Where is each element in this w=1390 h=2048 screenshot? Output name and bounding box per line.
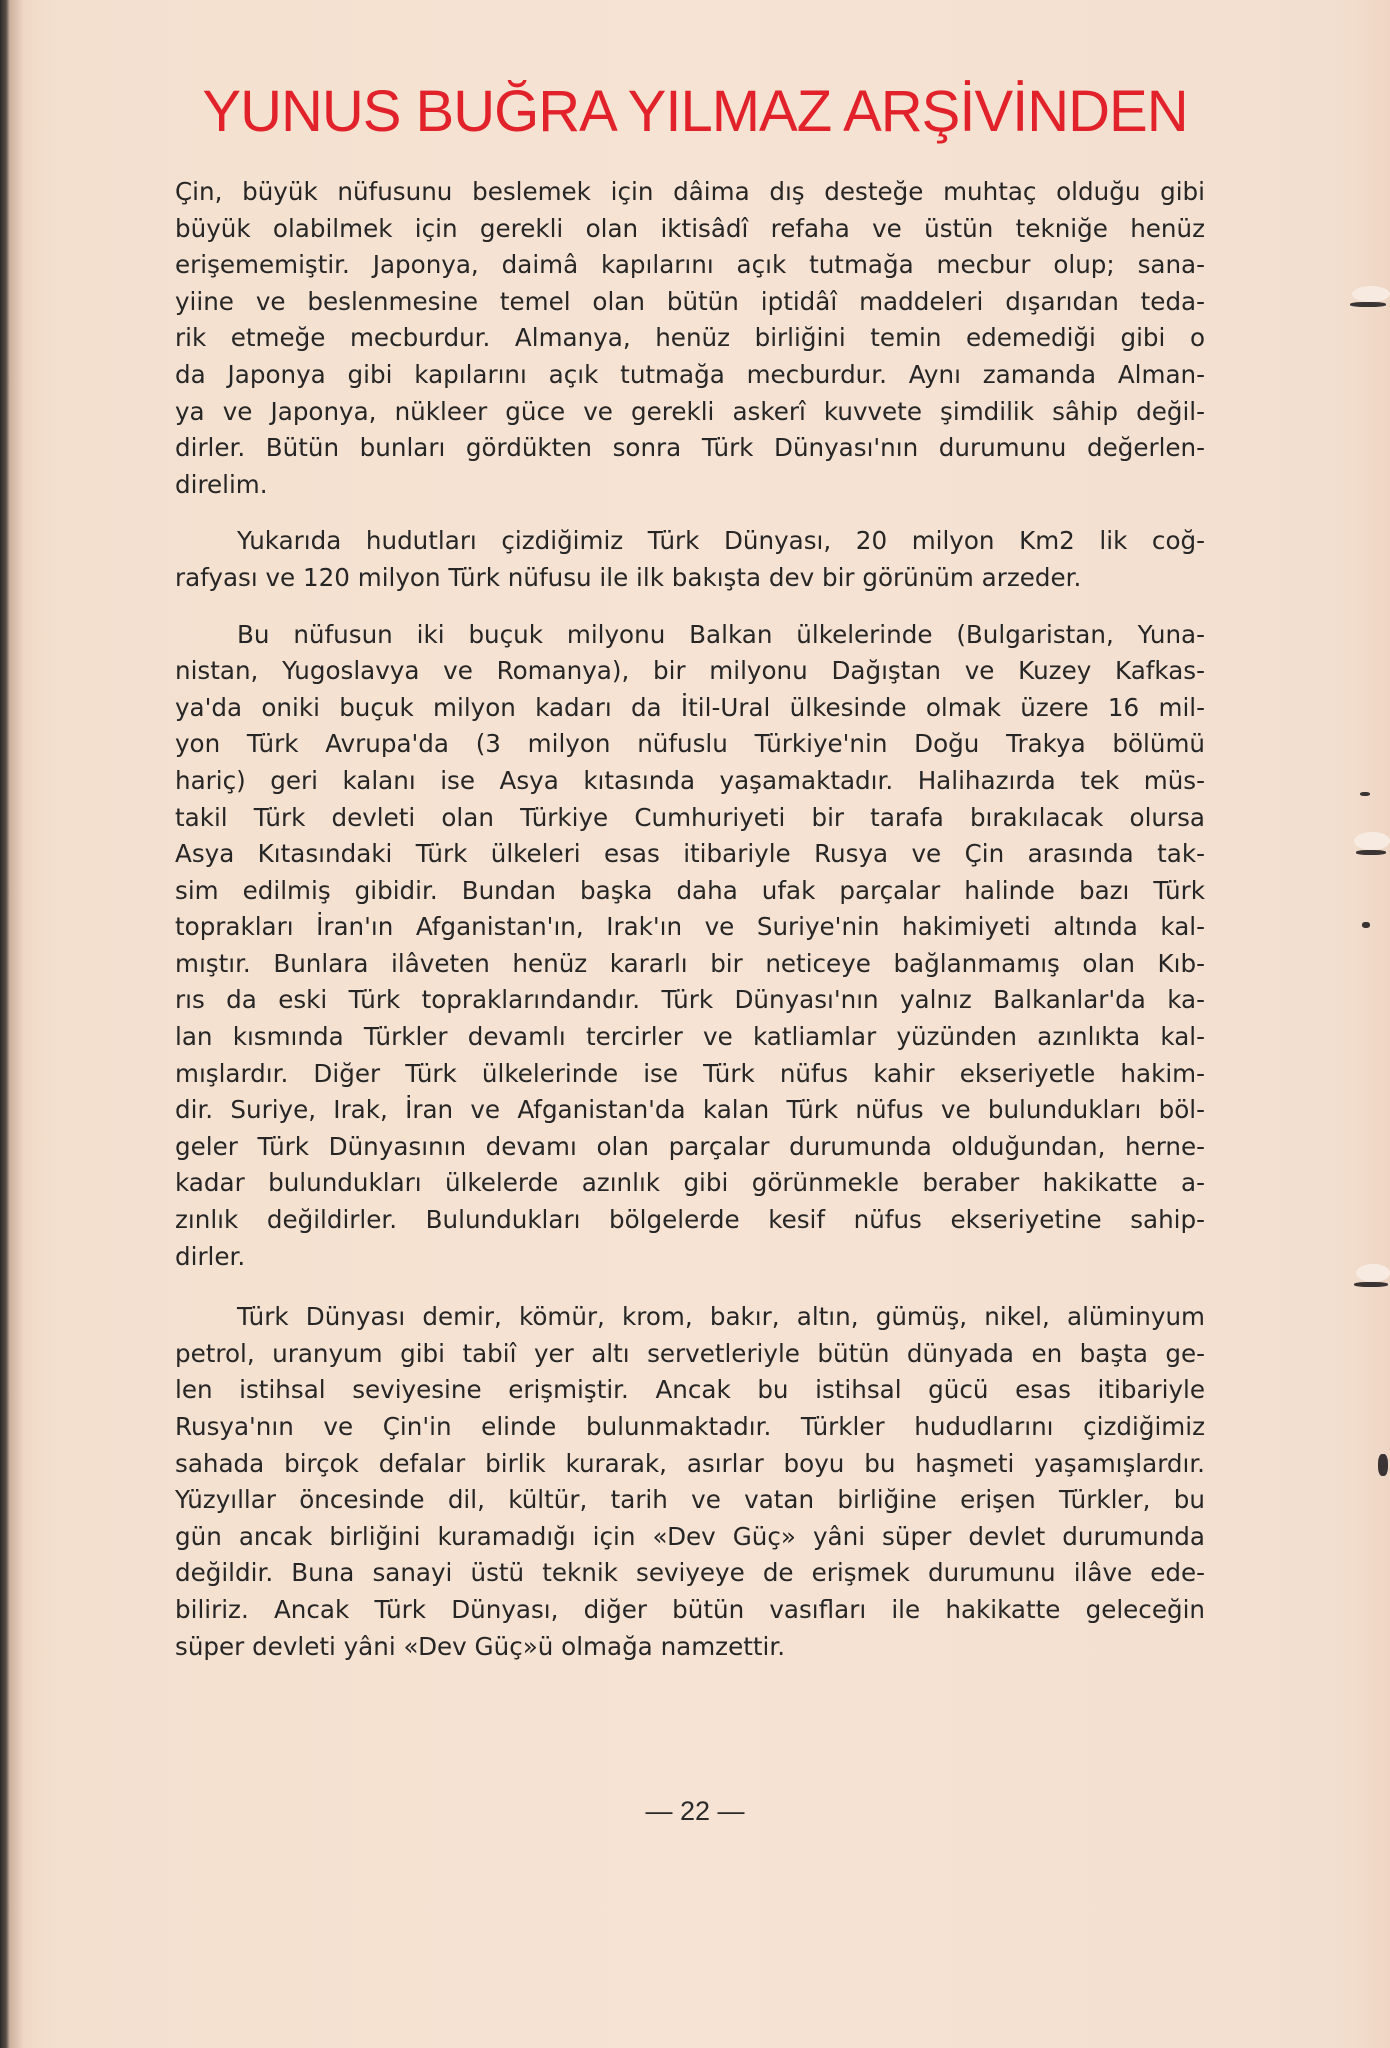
text-line: direlim. [175,469,268,499]
text-line: dirler. [175,1241,246,1271]
text-line: hariç) geri kalanı ise Asya kıtasında yaşamaktadır. Halihazırda tek müs- [175,765,1205,795]
text-line: mıştır. Bunlara ilâveten henüz kararlı bir neticeye bağlanmamış olan Kıb- [175,948,1205,978]
text-line: len istihsal seviyesine erişmiştir. Ancak bu istihsal gücü esas itibariyle [175,1375,1205,1405]
paragraph-2 [175,523,1205,596]
text-line: da Japonya gibi kapılarını açık tutmağa mecburdur. Aynı zamanda Alman- [175,359,1205,389]
text-line: lan kısmında Türkler devamlı tercirler ve katliamlar yüzünden azınlıkta kal- [175,1022,1205,1052]
text-line: zınlık değildirler. Bulundukları bölgelerde kesif nüfus ekseriyetine sahip- [175,1205,1205,1235]
text-line: Çin, büyük nüfusunu beslemek için dâima dış desteğe muhtaç olduğu gibi [175,177,1205,206]
text-line: nistan, Yugoslavya ve Romanya), bir milyonu Dağıştan ve Kuzey Kafkas- [175,656,1205,686]
margin-speck [1362,922,1370,928]
text-line: kadar bulundukları ülkelerde azınlık gibi görünmekle beraber hakikatte a- [175,1168,1205,1198]
document-body [175,174,1205,1665]
text-line: rafyası ve 120 milyon Türk nüfusu ile ilk bakışta dev bir görünüm arzeder. [175,562,1082,592]
page-number: — 22 — [645,1796,745,1826]
text-line: petrol, uranyum gibi tabiî yer altı servetleriyle bütün dünyada en başta ge- [175,1338,1205,1368]
text-line: Türk Dünyası demir, kömür, krom, bakır, altın, gümüş, nikel, alüminyum [237,1302,1205,1332]
text-line: yiine ve beslenmesine temel olan bütün iptidâî maddeleri dışarıdan teda- [175,286,1205,316]
text-line: Bu nüfusun iki buçuk milyonu Balkan ülkelerinde (Bulgaristan, Yuna- [237,619,1205,649]
paragraph-gap [175,503,1205,523]
text-line: sim edilmiş gibidir. Bundan başka daha ufak parçalar halinde bazı Türk [175,875,1205,905]
binding-shadow [10,0,24,2048]
margin-speck [1350,302,1386,307]
text-line: dir. Suriye, Irak, İran ve Afganistan'da kalan Türk nüfus ve bulundukları böl- [175,1095,1205,1125]
text-line: toprakları İran'ın Afganistan'ın, Irak'ın ve Suriye'nin hakimiyeti altında kal- [175,912,1205,942]
text-line: ya'da oniki buçuk milyon kadarı da İtil-Ural ülkesinde olmak üzere 16 mil- [175,692,1205,722]
text-line: yon Türk Avrupa'da (3 milyon nüfuslu Türkiye'nin Doğu Trakya bölümü [175,729,1205,759]
binding-edge [0,0,10,2048]
text-line: dirler. Bütün bunları gördükten sonra Türk Dünyası'nın durumunu değerlen- [175,433,1205,463]
margin-tear [1352,286,1390,302]
text-line: sahada birçok defalar birlik kurarak, asırlar boyu bu haşmeti yaşamışlardır. [175,1448,1205,1478]
text-line: mışlardır. Diğer Türk ülkelerinde ise Türk nüfus kahir ekseriyetle hakim- [175,1058,1205,1088]
text-line: Yukarıda hudutları çizdiğimiz Türk Dünyası, 20 milyon Km2 lik coğ- [237,526,1205,556]
page-title: YUNUS BUĞRA YILMAZ ARŞİVİNDEN [202,79,1188,144]
margin-tear [1356,1264,1390,1282]
text-line: büyük olabilmek için gerekli olan iktisâdî refaha ve üstün tekniğe henüz [175,213,1205,243]
margin-speck [1378,1454,1388,1476]
paragraph-gap [175,597,1205,617]
paragraph-1 [175,174,1205,503]
text-line: Rusya'nın ve Çin'in elinde bulunmaktadır. Türkler hududlarını çizdiğimiz [175,1412,1205,1441]
paragraph-gap [175,1275,1205,1299]
text-line: biliriz. Ancak Türk Dünyası, diğer bütün vasıfları ile hakikatte geleceğin [175,1594,1205,1624]
margin-speck [1354,1282,1388,1287]
text-line: Yüzyıllar öncesinde dil, kültür, tarih ve vatan birliğine erişen Türkler, bu [175,1485,1205,1515]
text-line: ya ve Japonya, nükleer güce ve gerekli askerî kuvvete şimdilik sâhip değil- [175,396,1205,426]
text-line: süper devleti yâni «Dev Güç»ü olmağa namzettir. [175,1631,786,1661]
text-line: erişememiştir. Japonya, daimâ kapılarını açık tutmağa mecbur olup; sana- [175,250,1205,280]
text-line: rıs da eski Türk topraklarındandır. Türk Dünyası'nın yalnız Balkanlar'da ka- [175,985,1205,1015]
text-line: rik etmeğe mecburdur. Almanya, henüz birliğini temin edemediği gibi o [175,323,1205,353]
text-line: gün ancak birliğini kuramadığı için «Dev Güç» yâni süper devlet durumunda [175,1521,1205,1551]
margin-speck [1360,792,1370,796]
margin-tear [1354,832,1390,850]
paragraph-3 [175,617,1205,1276]
paragraph-4 [175,1299,1205,1665]
margin-speck [1356,850,1386,855]
text-line: geler Türk Dünyasının devamı olan parçalar durumunda olduğundan, herne- [175,1131,1205,1161]
text-line: takil Türk devleti olan Türkiye Cumhuriyeti bir tarafa bırakılacak olursa [175,802,1205,832]
text-line: Asya Kıtasındaki Türk ülkeleri esas itibariyle Rusya ve Çin arasında tak- [175,839,1205,869]
text-line: değildir. Buna sanayi üstü teknik seviyeye de erişmek durumunu ilâve ede- [175,1558,1205,1588]
